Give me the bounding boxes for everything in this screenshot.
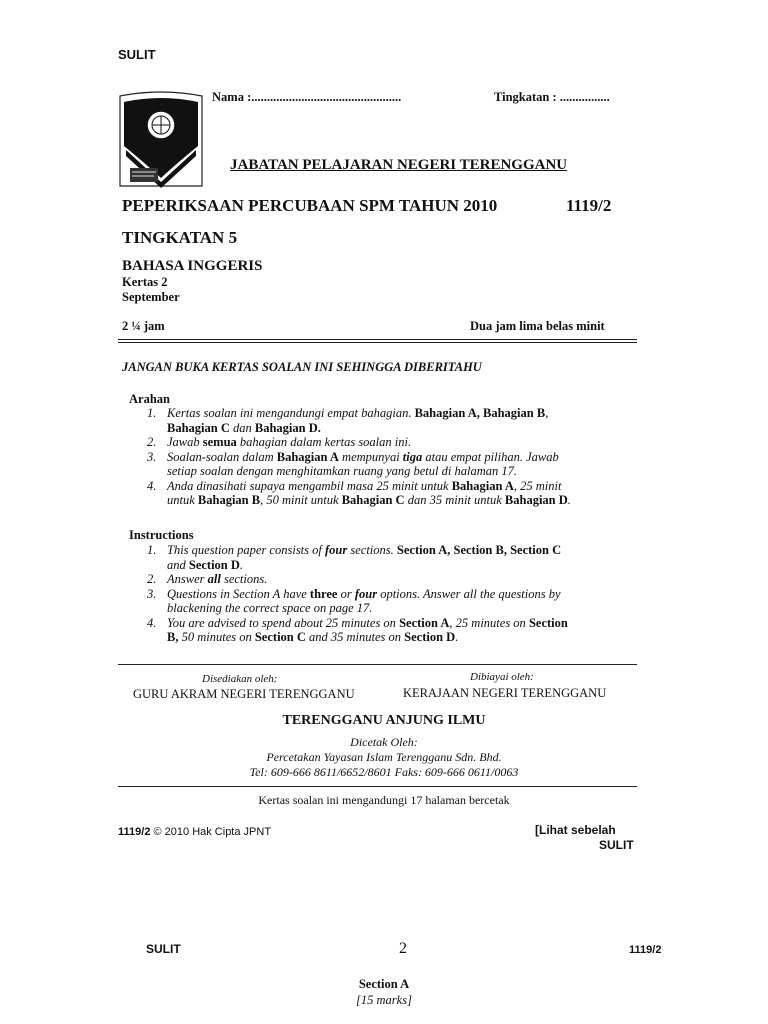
text-run: semua [202,435,237,449]
text-run: Section C [254,630,306,644]
arahan-list [147,406,627,516]
divider [118,664,637,665]
text-run: sections. [347,543,397,557]
page2-sulit: SULIT [146,942,181,956]
text-run: four [354,586,378,601]
paper-number: Kertas 2 [122,275,168,289]
text-run: , 50 minit untuk [260,493,342,507]
form-field: Tingkatan : ................ [494,90,610,104]
text-run: four [325,543,348,557]
arahan-item-line [167,406,548,421]
subject: BAHASA INGGERIS [122,258,263,274]
arahan-heading: Arahan [129,392,170,406]
instructions-item-line [167,543,561,558]
text-run: or [337,586,355,601]
text-run: and [167,557,189,572]
text-run: dan [229,420,255,435]
motto: TERENGGANU ANJUNG ILMU [282,713,486,728]
instructions-item-line [167,572,267,587]
text-run: three [309,586,338,601]
duration-words: Dua jam lima belas minit [470,319,605,333]
text-run: Bahagian D. [254,420,321,435]
text-run: This question paper consists of [167,543,325,557]
arahan-item-line [167,493,571,508]
printer-name: Percetakan Yayasan Islam Terengganu Sdn. Bhd. [266,750,502,764]
funded-by: KERAJAAN NEGERI TERENGGANU [403,686,607,700]
name-field: Nama :................................................ [212,90,402,104]
footer-sulit: SULIT [599,838,634,852]
instructions-item-number: 4. [147,615,157,630]
text-run: Bahagian A, Bahagian B [414,406,546,420]
text-run: Section A [399,615,450,630]
text-run: . [455,630,459,644]
instructions-item-line [167,558,243,573]
instructions-list [147,543,627,653]
arahan-item-line [167,479,561,494]
text-run: B, [167,630,179,644]
text-run: Kertas soalan ini mengandungi empat bahagian. [167,406,415,420]
text-run: Questions in Section A have [167,586,310,601]
divider [118,342,637,343]
printer-contact: Tel: 609-666 8611/6652/8601 Faks: 609-666 0611/0063 [249,765,519,779]
instructions-item-line [167,587,561,602]
arahan-item-line [167,450,559,465]
instructions-item-number: 2. [147,572,157,586]
text-run: 50 minutes on [178,630,255,644]
text-run: Bahagian C [167,420,230,435]
arahan-item-number: 3. [147,449,157,464]
text-run: atau empat pilihan. Jawab [422,449,559,464]
text-run: tiga [402,449,423,464]
exam-month: September [122,290,180,304]
text-run: . [567,493,571,507]
text-run: Anda dinasihati supaya mengambil masa 25 minit untuk [167,478,452,493]
text-run: options. Answer all the questions by [377,586,561,601]
crest-icon [116,90,206,198]
text-run: , 25 minit [513,478,562,493]
warning-text: JANGAN BUKA KERTAS SOALAN INI SEHINGGA DIBERITAHU [122,360,482,374]
footer-next-page: [Lihat sebelah [535,823,616,837]
text-run: Section A, Section B, Section C [396,543,562,557]
text-run: Section [528,615,568,630]
printed-label: Dicetak Oleh: [350,735,418,749]
section-title: Section A [358,977,410,991]
instructions-item-line [167,601,372,616]
text-run: Bahagian A [276,449,339,464]
text-run: . [239,557,244,572]
text-run: Bahagian D [504,493,568,507]
text-run: blackening the correct space on page 17. [167,601,373,615]
text-run: Section D [404,630,456,644]
arahan-item-line [167,421,321,436]
text-run: untuk [167,493,198,507]
text-run: mempunyai [338,449,403,464]
form-level: TINGKATAN 5 [122,228,238,247]
text-run: Bahagian B [197,493,261,507]
department-title: JABATAN PELAJARAN NEGERI TERENGGANU [230,157,568,173]
instructions-item-number: 3. [147,586,157,601]
arahan-item-number: 1. [147,406,157,420]
duration: 2 ¼ jam [122,319,165,333]
text-run: Jawab [167,435,203,449]
text-run: You are advised to spend about 25 minutes on [167,615,400,630]
instructions-heading: Instructions [129,528,194,542]
page2-code: 1119/2 [629,944,662,956]
text-run: Bahagian C [341,493,405,507]
page2-number: 2 [399,940,407,957]
text-run: Section D [188,557,240,572]
arahan-item-number: 4. [147,478,157,493]
section-marks: [15 marks] [356,993,412,1007]
text-run: Answer [167,572,208,586]
arahan-item-number: 2. [147,435,157,449]
arahan-item-line [167,464,517,479]
funded-label: Dibiayai oleh: [470,671,534,683]
text-run: Soalan-soalan dalam [167,449,277,464]
text-run: and 35 minutes on [305,630,405,644]
divider [118,786,637,787]
jpnt-logo [116,90,206,198]
text-run: setiap soalan dengan menghitamkan ruang yang betul di halaman 17. [167,464,517,478]
text-run: dan 35 minit untuk [404,493,505,507]
arahan-item-line [167,435,411,450]
prepared-label: Disediakan oleh: [202,673,278,685]
prepared-by: GURU AKRAM NEGERI TERENGGANU [133,687,355,701]
divider [118,339,637,340]
text-run: all [207,572,221,586]
pages-note: Kertas soalan ini mengandungi 17 halaman bercetak [258,793,510,807]
exam-title: PEPERIKSAAN PERCUBAAN SPM TAHUN 2010 [122,196,498,215]
text-run: sections. [220,572,268,586]
footer-copyright: 1119/2 © 2010 Hak Cipta JPNT [118,826,272,838]
text-run: , 25 minutes on [449,615,529,630]
text-run: , [545,406,549,420]
instructions-item-line [167,616,568,631]
text-run: Bahagian A [451,478,514,493]
paper-code: 1119/2 [566,196,612,215]
text-run: bahagian dalam kertas soalan ini. [236,435,412,449]
instructions-item-number: 1. [147,543,157,557]
instructions-item-line [167,630,458,645]
sulit-header: SULIT [118,47,156,62]
